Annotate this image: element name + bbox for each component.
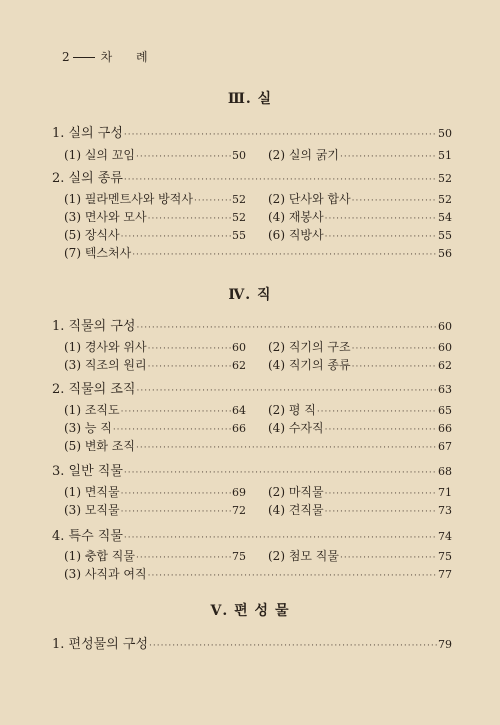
toc-entry: [268, 190, 452, 207]
toc-entry-page: 60: [232, 341, 246, 354]
toc-entry-page: 64: [232, 404, 246, 417]
toc-entry-page: 79: [438, 638, 452, 651]
toc-entry: [64, 565, 452, 582]
toc-entry-label: (1) 충합 직물: [64, 549, 135, 563]
toc-entry: [64, 208, 246, 225]
leader-dots: [148, 362, 231, 372]
toc-entry-page: 56: [438, 247, 452, 260]
leader-dots: [148, 571, 437, 581]
leader-dots: [124, 468, 437, 478]
page-number: 2: [62, 50, 71, 64]
toc-entry-page: 60: [438, 320, 452, 333]
toc-entry: [268, 401, 452, 418]
leader-dots: [148, 214, 231, 224]
toc-entry-label: (4) 재봉사: [268, 210, 324, 224]
toc-entry-label: (7) 텍스처사: [64, 246, 132, 260]
toc-entry-page: 54: [438, 211, 452, 224]
leader-dots: [352, 196, 437, 206]
toc-entry-label: (6) 직방사: [268, 228, 324, 242]
toc-entry-page: 75: [438, 550, 452, 563]
toc-entry: [268, 419, 452, 436]
toc-entry-page: 69: [232, 486, 246, 499]
toc-entry-page: 52: [232, 211, 246, 224]
header-title: 차 례: [100, 50, 158, 64]
toc-entry-page: 55: [438, 229, 452, 242]
toc-entry-page: 50: [438, 127, 452, 140]
toc-entry-page: 67: [438, 440, 452, 453]
toc-entry: [52, 633, 452, 652]
toc-entry: [52, 122, 452, 141]
leader-dots: [113, 425, 231, 435]
toc-entry: [64, 483, 246, 500]
toc-entry-label: (2) 첨모 직물: [268, 549, 339, 563]
toc-entry-label: (5) 장식사: [64, 228, 120, 242]
toc-entry: [64, 226, 246, 243]
toc-entry: [52, 315, 452, 334]
toc-entry-label: (4) 견직물: [268, 503, 324, 517]
leader-dots: [148, 344, 231, 354]
toc-entry: [64, 190, 246, 207]
leader-dots: [325, 425, 437, 435]
toc-entry-page: 62: [232, 359, 246, 372]
toc-entry-label: (2) 마직물: [268, 485, 324, 499]
leader-dots: [325, 489, 437, 499]
toc-entry-label: (3) 사직과 여직: [64, 567, 147, 581]
toc-entry-label: 1. 직물의 구성: [52, 319, 136, 334]
toc-entry: [52, 378, 452, 397]
toc-entry-label: 1. 실의 구성: [52, 126, 123, 141]
leader-dots: [149, 641, 437, 651]
toc-entry-page: 62: [438, 359, 452, 372]
toc-entry: [52, 460, 452, 479]
header-dash: [73, 57, 95, 58]
toc-entry-label: (1) 경사와 위사: [64, 340, 147, 354]
toc-entry-page: 66: [232, 422, 246, 435]
leader-dots: [121, 489, 231, 499]
leader-dots: [317, 407, 437, 417]
leader-dots: [121, 507, 231, 517]
leader-dots: [194, 196, 231, 206]
leader-dots: [325, 232, 437, 242]
toc-entry-page: 51: [438, 149, 452, 162]
toc-entry-page: 52: [438, 193, 452, 206]
toc-entry-page: 68: [438, 465, 452, 478]
toc-entry-page: 72: [232, 504, 246, 517]
toc-entry-page: 74: [438, 530, 452, 543]
toc-entry: [64, 356, 246, 373]
running-header: [62, 48, 158, 65]
toc-entry-label: (4) 수자직: [268, 421, 324, 435]
toc-entry-label: (1) 실의 꼬임: [64, 148, 135, 162]
toc-entry: [268, 146, 452, 163]
leader-dots: [136, 386, 437, 396]
toc-entry-label: (3) 직조의 원리: [64, 358, 147, 372]
leader-dots: [121, 407, 231, 417]
leader-dots: [352, 362, 437, 372]
section-title-3: Ⅲ. 실: [227, 91, 273, 107]
toc-entry-label: (3) 면사와 모사: [64, 210, 147, 224]
toc-entry-page: 52: [232, 193, 246, 206]
leader-dots: [340, 152, 437, 162]
toc-entry: [268, 208, 452, 225]
toc-entry: [64, 244, 452, 261]
toc-entry-label: (2) 실의 굵기: [268, 148, 339, 162]
toc-entry-label: (2) 단사와 합사: [268, 192, 351, 206]
leader-dots: [325, 214, 437, 224]
toc-entry-label: (4) 직기의 종류: [268, 358, 351, 372]
toc-entry-page: 63: [438, 383, 452, 396]
toc-entry-label: 2. 직물의 조직: [52, 382, 136, 397]
leader-dots: [340, 553, 437, 563]
toc-entry-label: (5) 변화 조직: [64, 439, 135, 453]
toc-entry-page: 65: [438, 404, 452, 417]
toc-entry-label: (2) 직기의 구조: [268, 340, 351, 354]
toc-entry: [268, 356, 452, 373]
leader-dots: [136, 323, 437, 333]
toc-entry-page: 75: [232, 550, 246, 563]
toc-entry: [64, 547, 246, 564]
leader-dots: [121, 232, 231, 242]
toc-entry-label: (1) 면직물: [64, 485, 120, 499]
toc-entry: [64, 338, 246, 355]
toc-entry-page: 50: [232, 149, 246, 162]
toc-entry: [64, 401, 246, 418]
toc-entry-label: (1) 필라멘트사와 방적사: [64, 192, 193, 206]
leader-dots: [124, 175, 437, 185]
toc-entry: [64, 146, 246, 163]
toc-entry-label: 3. 일반 직물: [52, 464, 123, 479]
toc-entry-page: 52: [438, 172, 452, 185]
toc-entry-page: 55: [232, 229, 246, 242]
toc-entry: [268, 501, 452, 518]
leader-dots: [136, 553, 231, 563]
toc-entry: [52, 525, 452, 544]
toc-entry-page: 73: [438, 504, 452, 517]
toc-entry: [64, 501, 246, 518]
toc-entry: [268, 547, 452, 564]
toc-entry-label: (3) 능 직: [64, 421, 112, 435]
toc-entry: [64, 419, 246, 436]
toc-entry-page: 77: [438, 568, 452, 581]
toc-entry: [268, 338, 452, 355]
section-title-4: Ⅳ. 직: [228, 287, 272, 303]
toc-entry-label: 4. 특수 직물: [52, 529, 123, 544]
toc-entry-label: (3) 모직물: [64, 503, 120, 517]
leader-dots: [136, 443, 437, 453]
toc-entry-page: 71: [438, 486, 452, 499]
toc-entry-page: 66: [438, 422, 452, 435]
toc-entry-label: 2. 실의 종류: [52, 171, 123, 186]
leader-dots: [352, 344, 437, 354]
section-title-5: Ⅴ. 편 성 물: [210, 603, 290, 619]
leader-dots: [325, 507, 437, 517]
toc-entry: [64, 437, 452, 454]
toc-entry-label: (1) 조직도: [64, 403, 120, 417]
leader-dots: [136, 152, 231, 162]
toc-entry: [268, 226, 452, 243]
toc-entry-label: 1. 편성물의 구성: [52, 637, 149, 652]
toc-entry: [52, 167, 452, 186]
leader-dots: [132, 250, 437, 260]
toc-entry: [268, 483, 452, 500]
toc-entry-page: 60: [438, 341, 452, 354]
leader-dots: [124, 533, 437, 543]
toc-entry-label: (2) 평 직: [268, 403, 316, 417]
leader-dots: [124, 130, 437, 140]
